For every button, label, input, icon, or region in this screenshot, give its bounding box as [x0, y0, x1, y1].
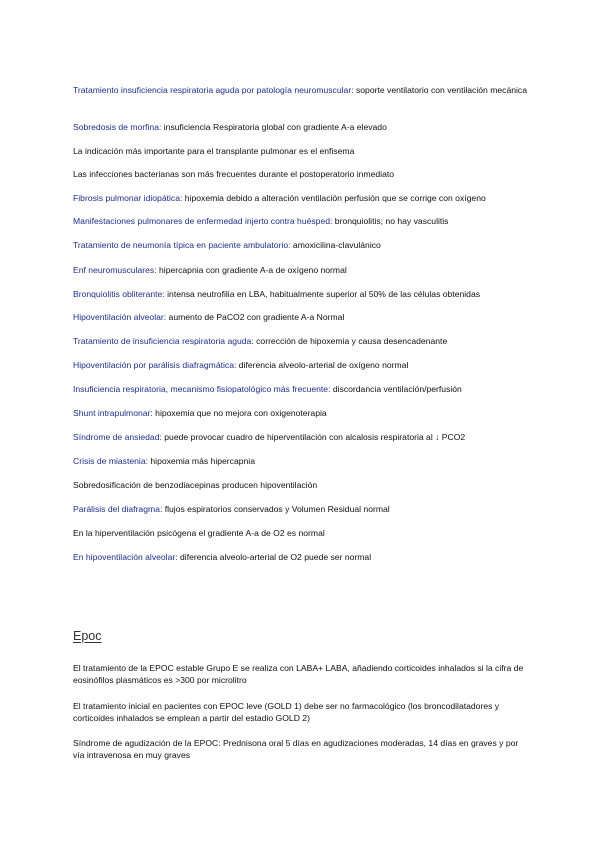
- item-text: hipercapnia con gradiente A-a de oxígeno normal: [159, 265, 347, 275]
- list-item: Tratamiento de neumonía típica en paciente ambulatorio: amoxicilina-clavulánico: [73, 240, 381, 250]
- section-heading-epoc: Epoc: [73, 629, 102, 643]
- list-item: [73, 168, 533, 180]
- item-term: Tratamiento de neumonía típica en paciente ambulatorio: [73, 240, 289, 250]
- item-term: En hipoventilación alveolar: [73, 552, 176, 562]
- item-text: corrección de hipoxemia y causa desencadenante: [256, 336, 448, 346]
- list-item: Fibrosis pulmonar idiopática: hipoxemia debido a alteración ventilación perfusión que se corrige con oxígeno: [73, 193, 486, 203]
- list-item: Parálisis del diafragma: flujos espiratorios conservados y Volumen Residual normal: [73, 504, 390, 514]
- item-text: hipoxemia debido a alteración ventilación perfusión que se corrige con oxígeno: [184, 193, 486, 203]
- item-text: insuficiencia Respiratoria global con gradiente A-a elevado: [163, 122, 387, 132]
- item-term: Manifestaciones pulmonares de enfermedad injerto contra huésped: [73, 216, 331, 226]
- item-term: Enf neuromusculares: [73, 265, 155, 275]
- list-item: Tratamiento insuficiencia respiratoria aguda por patología neuromuscular: soporte ventilatorio con ventilación mecánica: [73, 85, 527, 95]
- item-text: puede provocar cuadro de hiperventilación con alcalosis respiratoria al ↓ PCO2: [164, 432, 466, 442]
- item-term: Crisis de miastenia: [73, 456, 146, 466]
- item-term: Tratamiento insuficiencia respiratoria aguda por patología neuromuscular: [73, 85, 352, 95]
- list-item: Sobredosis de morfina: insuficiencia Respiratoria global con gradiente A-a elevado: [73, 122, 387, 132]
- item-text: La indicación más importante para el transplante pulmonar es el enfisema: [73, 146, 355, 156]
- list-item: Tratamiento de insuficiencia respiratoria aguda: corrección de hipoxemia y causa desencadenante: [73, 336, 448, 346]
- item-term: Tratamiento de insuficiencia respiratoria aguda: [73, 336, 252, 346]
- item-text: flujos espiratorios conservados y Volumen Residual normal: [164, 504, 390, 514]
- item-text: aumento de PaCO2 con gradiente A-a Normal: [168, 312, 345, 322]
- list-item: [73, 145, 533, 157]
- epoc-paragraph: Síndrome de agudización de la EPOC: Prednisona oral 5 días en agudizaciones moderadas, 14 días en graves y por vía intravenosa en muy graves: [73, 738, 519, 760]
- item-text: Las infecciones bacterianas son más frecuentes durante el postoperatorio inmediato: [73, 169, 395, 179]
- item-term: Hipoventilación alveolar: [73, 312, 164, 322]
- list-item: Hipoventilación por parálisis diafragmática: diferencia alveolo-arterial de oxígeno normal: [73, 360, 409, 370]
- item-text: Sobredosificación de benzodiacepinas producen hipoventilación: [73, 480, 318, 490]
- item-text: hipoxemia más hipercapnia: [150, 456, 255, 466]
- item-term: Síndrome de ansiedad: [73, 432, 160, 442]
- item-text: diferencia alveolo-arterial de oxígeno normal: [238, 360, 409, 370]
- item-term: Fibrosis pulmonar idiopática: [73, 193, 180, 203]
- item-term: Sobredosis de morfina: [73, 122, 159, 132]
- epoc-paragraph: El tratamiento inicial en pacientes con EPOC leve (GOLD 1) debe ser no farmacológico (los broncodilatadores y corticoides inhalados se emplean a partir del estadio GOLD 2): [73, 701, 500, 723]
- list-item: [73, 479, 533, 491]
- item-text: soporte ventilatorio con ventilación mecánica: [355, 85, 527, 95]
- list-item: En hipoventilación alveolar: diferencia alveolo-arterial de O2 puede ser normal: [73, 552, 372, 562]
- list-item: Crisis de miastenia: hipoxemia más hipercapnia: [73, 456, 255, 466]
- item-text: amoxicilina-clavulánico: [292, 240, 381, 250]
- list-item: Manifestaciones pulmonares de enfermedad injerto contra huésped: bronquiolitis; no hay vasculitis: [73, 216, 449, 226]
- item-term: Shunt intrapulmonar: [73, 408, 151, 418]
- list-item: Insuficiencia respiratoria, mecanismo fisiopatológico más frecuente: discordancia ventilación/perfusión: [73, 384, 462, 394]
- item-text: diferencia alveolo-arterial de O2 puede ser normal: [180, 552, 372, 562]
- list-item: Shunt intrapulmonar: hipoxemia que no mejora con oxigenoterapia: [73, 408, 327, 418]
- item-text: En la hiperventilación psicógena el gradiente A-a de O2 es normal: [73, 528, 325, 538]
- list-item: Enf neuromusculares: hipercapnia con gradiente A-a de oxígeno normal: [73, 265, 347, 275]
- item-term: Parálisis del diafragma: [73, 504, 160, 514]
- epoc-paragraph: El tratamiento de la EPOC estable Grupo E se realiza con LABA+ LABA, añadiendo corticoides inhalados si la cifra de eosinófilos plasmáticos es >300 por microlitro: [73, 663, 524, 685]
- item-term: Bronquiolitis obliterante: [73, 289, 163, 299]
- item-term: Insuficiencia respiratoria, mecanismo fisiopatológico más frecuente: [73, 384, 329, 394]
- list-item: [73, 527, 533, 539]
- item-text: bronquiolitis; no hay vasculitis: [334, 216, 449, 226]
- list-item: Bronquiolitis obliterante: intensa neutrofilia en LBA, habitualmente superior al 50% de las células obtenidas: [73, 289, 481, 299]
- item-term: Hipoventilación por parálisis diafragmática: [73, 360, 234, 370]
- item-text: hipoxemia que no mejora con oxigenoterapia: [155, 408, 327, 418]
- item-text: intensa neutrofilia en LBA, habitualmente superior al 50% de las células obtenidas: [167, 289, 481, 299]
- list-item: Hipoventilación alveolar: aumento de PaCO2 con gradiente A-a Normal: [73, 312, 345, 322]
- list-item: Síndrome de ansiedad: puede provocar cuadro de hiperventilación con alcalosis respiratoria al ↓ PCO2: [73, 432, 466, 442]
- item-text: discordancia ventilación/perfusión: [332, 384, 462, 394]
